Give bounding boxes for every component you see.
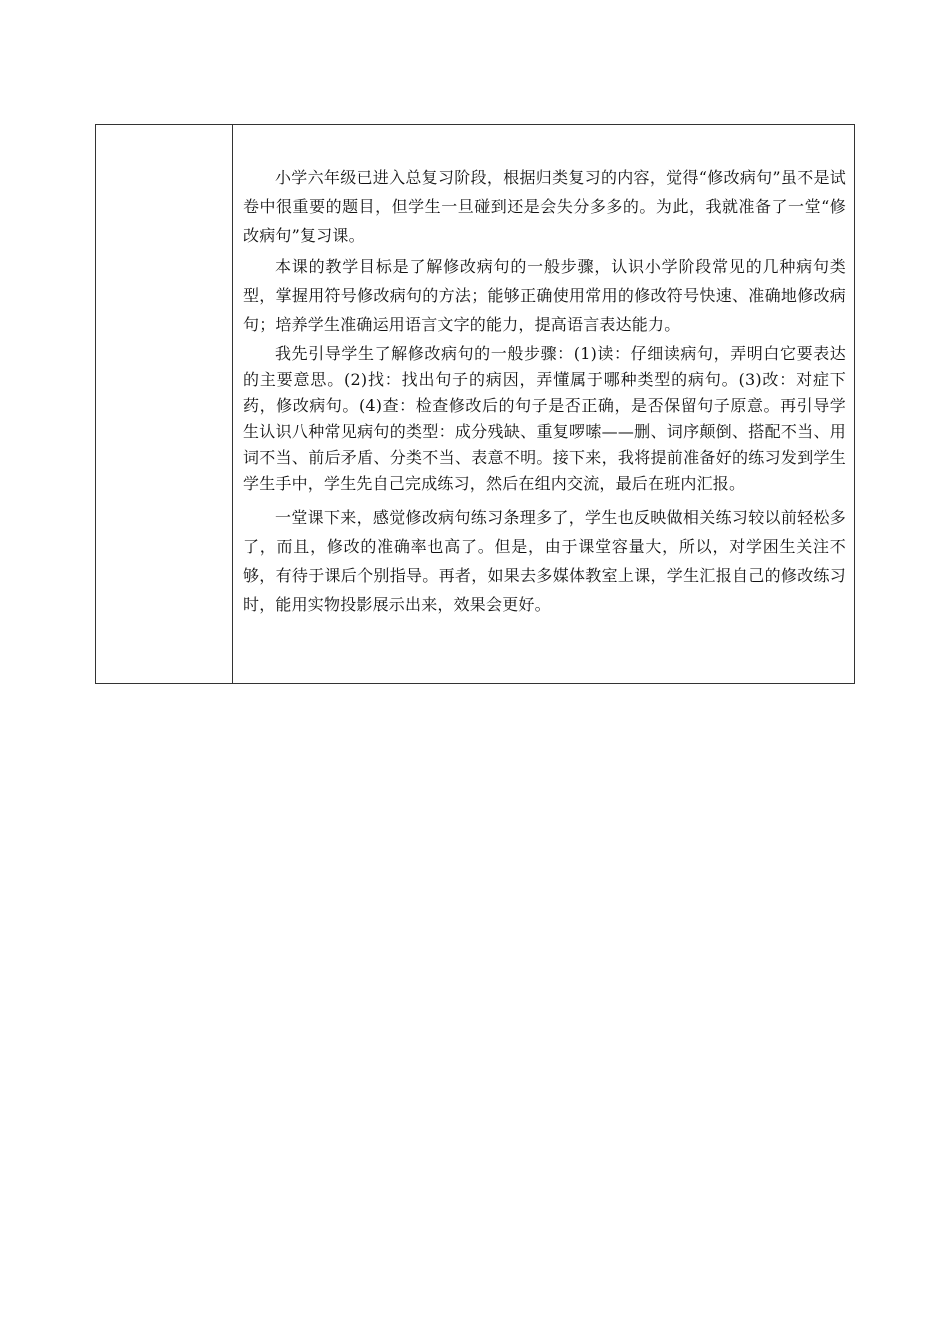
- reflection-table: [95, 124, 855, 684]
- label-cell: [96, 125, 233, 683]
- paragraph-process: 我先引导学生了解修改病句的一般步骤：(1)读：仔细读病句，弄明白它要表达的主要意思。(2)找：找出句子的病因，弄懂属于哪种类型的病句。(3)改：对症下药，修改病句。(4)查：检查修改后的句子是否正确，是否保留句子原意。再引导学生认识八种常见病句的类型：成分残缺、重复啰嗦——删、词序颠倒、搭配不当、用词不当、前后矛盾、分类不当、表意不明。接下来，我将提前准备好的练习发到学生学生手中，学生先自己完成练习，然后在组内交流，最后在班内汇报。: [243, 344, 846, 493]
- content-cell: [233, 125, 854, 683]
- paragraph-objectives: 本课的教学目标是了解修改病句的一般步骤，认识小学阶段常见的几种病句类型，掌握用符号修改病句的方法；能够正确使用常用的修改符号快速、准确地修改病句；培养学生准确运用语言文字的能力，提高语言表达能力。: [243, 257, 846, 334]
- paragraph-reflection: 一堂课下来，感觉修改病句练习条理多了，学生也反映做相关练习较以前轻松多了，而且，修改的准确率也高了。但是，由于课堂容量大，所以，对学困生关注不够，有待于课后个别指导。再者，如果去多媒体教室上课，学生汇报自己的修改练习时，能用实物投影展示出来，效果会更好。: [243, 508, 846, 614]
- paragraph-intro: 小学六年级已进入总复习阶段，根据归类复习的内容，觉得“修改病句”虽不是试卷中很重要的题目，但学生一旦碰到还是会失分多多的。为此，我就准备了一堂“修改病句”复习课。: [243, 168, 846, 245]
